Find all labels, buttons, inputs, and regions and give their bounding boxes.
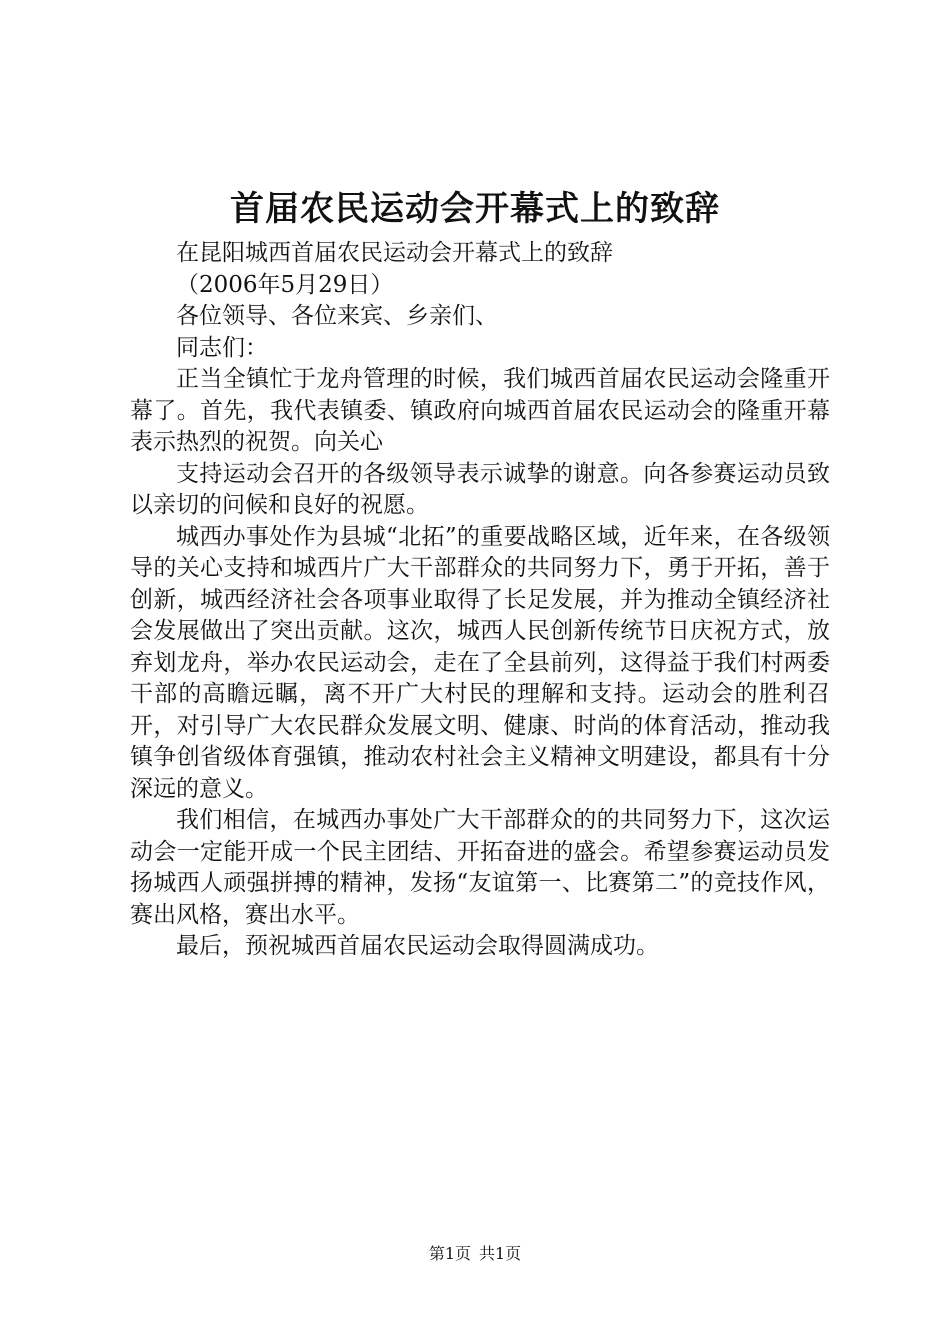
- paragraph: 我们相信，在城西办事处广大干部群众的的共同努力下，这次运动会一定能开成一个民主团结、开拓奋进的盛会。希望参赛运动员发扬城西人顽强拼搏的精神，发扬“友谊第一、比赛第二”的竞技作风，赛出风格，赛出水平。: [130, 807, 830, 928]
- paragraph: 支持运动会召开的各级领导表示诚挚的谢意。向各参赛运动员致以亲切的问候和良好的祝愿。: [130, 460, 830, 518]
- page-total: 共1页: [479, 1244, 522, 1263]
- page-number: 第1页: [428, 1244, 471, 1263]
- page-title: 首届农民运动会开幕式上的致辞: [230, 189, 720, 229]
- paragraph: 正当全镇忙于龙舟管理的时候，我们城西首届农民运动会隆重开幕了。首先，我代表镇委、镇政府向城西首届农民运动会的隆重开幕表示热烈的祝贺。向关心: [130, 366, 830, 455]
- paragraph: 城西办事处作为县城“北拓”的重要战略区域，近年来，在各级领导的关心支持和城西片广大干部群众的共同努力下，勇于开拓，善于创新，城西经济社会各项事业取得了长足发展，并为推动全镇经济社会发展做出了突出贡献。这次，城西人民创新传统节日庆祝方式，放弃划龙舟，举办农民运动会，走在了全县前列，这得益于我们村两委干部的高瞻远瞩，离不开广大村民的理解和支持。运动会的胜利召开，对引导广大农民群众发展文明、健康、时尚的体育活动，推动我镇争创省级体育强镇，推动农村社会主义精神文明建设，都具有十分深远的意义。: [130, 523, 830, 802]
- paragraph-salutation: 各位领导、各位来宾、乡亲们、: [176, 303, 498, 329]
- paragraph-date: （2006年5月29日）: [176, 271, 394, 298]
- page-footer: [0, 1243, 950, 1265]
- document-body: [130, 238, 830, 963]
- paragraph-salutation-comrades: 同志们：: [176, 334, 268, 361]
- paragraph-closing: 最后，预祝城西首届农民运动会取得圆满成功。: [176, 933, 659, 959]
- paragraph-subtitle: 在昆阳城西首届农民运动会开幕式上的致辞: [176, 240, 613, 266]
